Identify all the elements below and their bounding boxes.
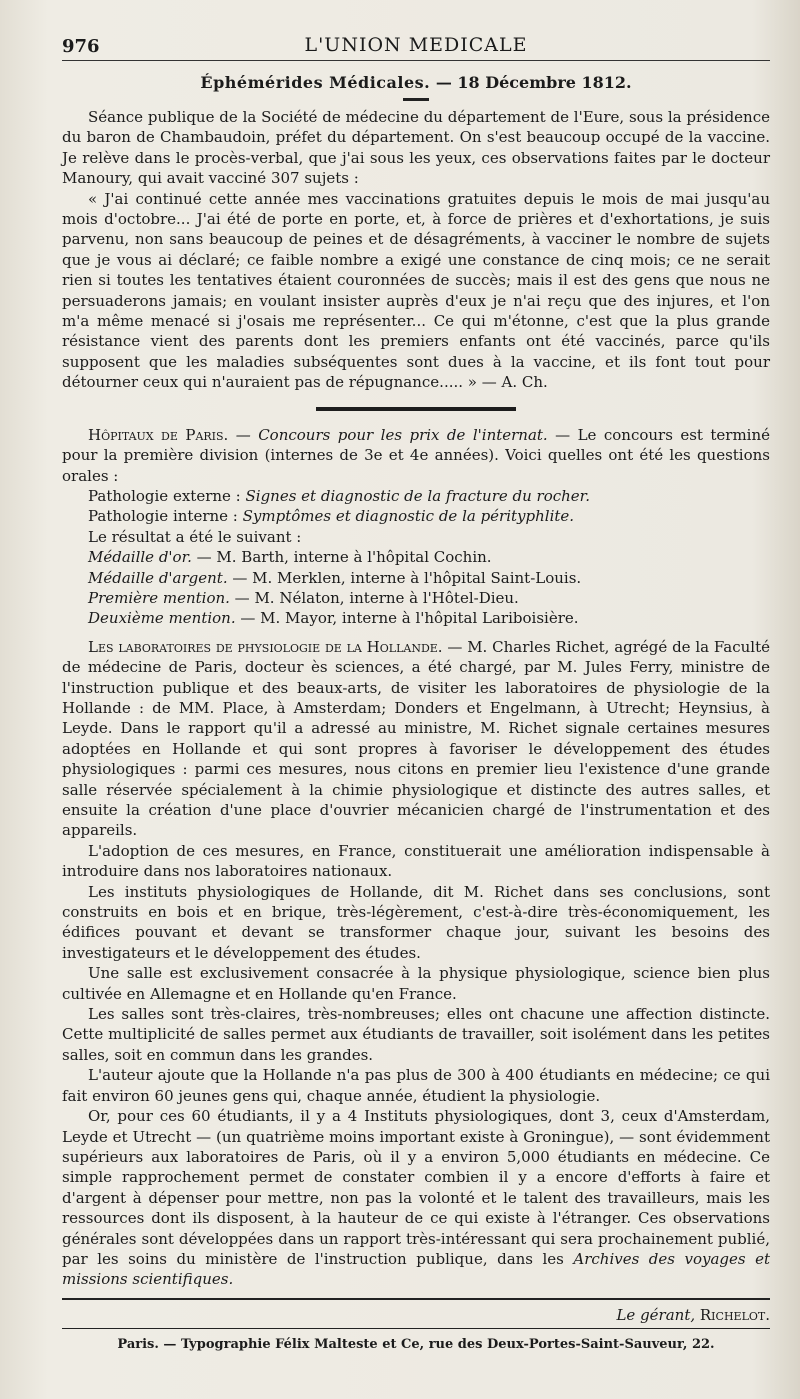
- question-interne-label: Pathologie interne :: [88, 507, 243, 526]
- ephemerides-paragraph-2: « J'ai continué cette année mes vaccinations gratuites depuis le mois de mai jusqu'au mois d'octobre... J'ai été de porte en porte, et, à force de prières et d'exhortations, je suis parvenu, non sans beaucoup de peines et de désagréments, à vacciner le nombre de sujets que je vous ai déclaré; ce faible nombre a exigé une constance de cinq mois; ce ne serait rien si toutes les tentatives étaient couronnées de succès; mais il est des gens que nous ne persuaderons jamais; en voulant insister auprès d'eux je n'ai reçu que des injures, et l'on m'a même menacé si j'osais me représenter... Ce qui m'étonne, c'est que la plus grande résistance vient des parents dont les premiers enfants ont été vaccinés, parce qu'ils supposent que les maladies subséquentes sont dues à la vaccine, et ils font tout pour détourner ceux qui n'auraient pas de répugnance..... » — A. Ch.: [62, 189, 770, 392]
- question-externe-label: Pathologie externe :: [88, 486, 246, 505]
- gerant-name: Richelot.: [695, 1305, 770, 1324]
- ephemerides-paragraph-1: Séance publique de la Société de médecine du département de l'Eure, sous la présidence du baron de Chambaudoin, préfet du département. On s'est beaucoup occupé de la vaccine. Je relève dans le procès-verbal, que j'ai sous les yeux, ces observations faites par le docteur Manoury, qui avait vacciné 307 sujets :: [62, 108, 770, 188]
- laboratoires-lead: Les laboratoires de physiologie de la Hollande.: [88, 637, 443, 656]
- hopitaux-questions: [62, 486, 770, 629]
- page-header: [62, 28, 770, 61]
- ephemerides-title-bold: Éphémérides Médicales.: [200, 73, 431, 92]
- page-number: 976: [62, 36, 100, 57]
- question-interne: [62, 506, 770, 526]
- award-gold: [62, 547, 770, 567]
- question-interne-value: Symptômes et diagnostic de la pérityphlite.: [242, 507, 575, 526]
- question-externe: [62, 486, 770, 506]
- imprint-rule: [62, 1328, 770, 1330]
- award-first-mention-text: — M. Nélaton, interne à l'Hôtel-Dieu.: [229, 588, 519, 607]
- laboratoires-paragraph-3: Les instituts physiologiques de Hollande, dit M. Richet dans ses conclusions, sont construits en bois et en brique, très-légèrement, c'est-à-dire très-économiquement, les édifices pouvant et devant se transformer chaque jour, suivant les besoins des investigateurs et le développement des études.: [62, 882, 770, 962]
- award-gold-text: — M. Barth, interne à l'hôpital Cochin.: [191, 548, 492, 567]
- laboratoires-paragraph-6: L'auteur ajoute que la Hollande n'a pas plus de 300 à 400 étudiants en médecine; ce qui fait environ 60 jeunes gens qui, chaque année, étudient la physiologie.: [62, 1066, 770, 1105]
- hopitaux-intro: [62, 425, 770, 486]
- award-first-mention: [62, 588, 770, 608]
- award-first-mention-prize: Première mention.: [88, 588, 230, 607]
- ephemerides-title: [62, 73, 770, 92]
- running-title: L'UNION MEDICALE: [304, 34, 528, 56]
- laboratoires-section: [62, 637, 770, 1290]
- award-second-mention-prize: Deuxième mention.: [88, 609, 236, 628]
- hopitaux-subject: — Concours pour les prix de l'internat.: [228, 425, 548, 444]
- award-second-mention-text: — M. Mayor, interne à l'hôpital Lariboisière.: [235, 609, 579, 628]
- laboratoires-paragraph-7: [62, 1106, 770, 1290]
- laboratoires-paragraph-7-text: Or, pour ces 60 étudiants, il y a 4 Instituts physiologiques, dont 3, ceux d'Amsterdam, Leyde et Utrecht — (un quatrième moins important existe à Groningue), — sont évidemment supérieurs aux laboratoires de Paris, où il y a environ 5,000 étudiants en médecine. Ce simple rapprochement permet de constater combien il y a encore d'efforts à faire et d'argent à dépenser pour mettre, non pas la volonté et le talent des travailleurs, mais les ressources dont ils disposent, à la hauteur de ce qui existe à l'étranger. Ces observations générales sont développées dans un rapport très-intéressant qui sera prochainement publié, par les soins du ministère de l'instruction publique, dans les: [62, 1107, 770, 1268]
- gerant-line: [62, 1306, 770, 1324]
- award-silver: [62, 568, 770, 588]
- result-line: Le résultat a été le suivant :: [88, 527, 302, 546]
- laboratoires-paragraph-5: Les salles sont très-claires, très-nombreuses; elles ont chacune une affection distincte. Cette multiplicité de salles permet aux étudiants de travailler, soit isolément dans les petites salles, soit en commun dans les grandes.: [62, 1005, 770, 1064]
- hopitaux-lead: Hôpitaux de Paris.: [88, 425, 229, 444]
- ephemerides-date: — 18 Décembre 1812.: [430, 73, 632, 92]
- short-divider: [403, 98, 429, 101]
- award-silver-prize: Médaille d'argent.: [88, 568, 228, 587]
- section-divider: [316, 407, 516, 411]
- question-externe-value: Signes et diagnostic de la fracture du rocher.: [245, 486, 590, 505]
- hopitaux-intro-text: — Le concours est terminé pour la première division (internes de 3e et 4e années). Voici quelles ont été les questions orales :: [62, 425, 771, 485]
- laboratoires-paragraph-2: L'adoption de ces mesures, en France, constituerait une amélioration indispensable à introduire dans nos laboratoires nationaux.: [62, 841, 770, 881]
- laboratoires-paragraph-1: [62, 637, 770, 841]
- award-gold-prize: Médaille d'or.: [88, 548, 192, 567]
- award-second-mention: [62, 608, 770, 628]
- laboratoires-paragraph-4: Une salle est exclusivement consacrée à la physique physiologique, science bien plus cultivée en Allemagne et en Hollande qu'en France.: [62, 964, 770, 1003]
- award-silver-text: — M. Merklen, interne à l'hôpital Saint-Louis.: [227, 568, 582, 587]
- gerant-label: Le gérant,: [616, 1305, 696, 1324]
- laboratoires-paragraph-1-text: — M. Charles Richet, agrégé de la Faculté de médecine de Paris, docteur ès sciences, a été chargé, par M. Jules Ferry, ministre de l'instruction publique et des beaux-arts, de visiter les laboratoires de physiologie de la Hollande : de MM. Place, à Amsterdam; Donders et Engelmann, à Utrecht; Heynsius, à Leyde. Dans le rapport qu'il a adressé au ministre, M. Richet signale certaines mesures adoptées en Hollande et qui sont propres à favoriser le développement des études physiologiques : parmi ces mesures, nous citons en premier lieu l'existence d'une grande salle réservée spécialement à la chimie physiologique et distincte des autres salles, et ensuite la création d'une place d'ouvrier mécanicien chargé de l'instrumentation et des appareils.: [62, 637, 770, 840]
- archives-title: Archives des voyages et missions scientifiques.: [62, 1249, 770, 1289]
- footer-rule: [62, 1298, 770, 1300]
- imprint-line: Paris. — Typographie Félix Malteste et Ce, rue des Deux-Portes-Saint-Sauveur, 22.: [117, 1337, 715, 1353]
